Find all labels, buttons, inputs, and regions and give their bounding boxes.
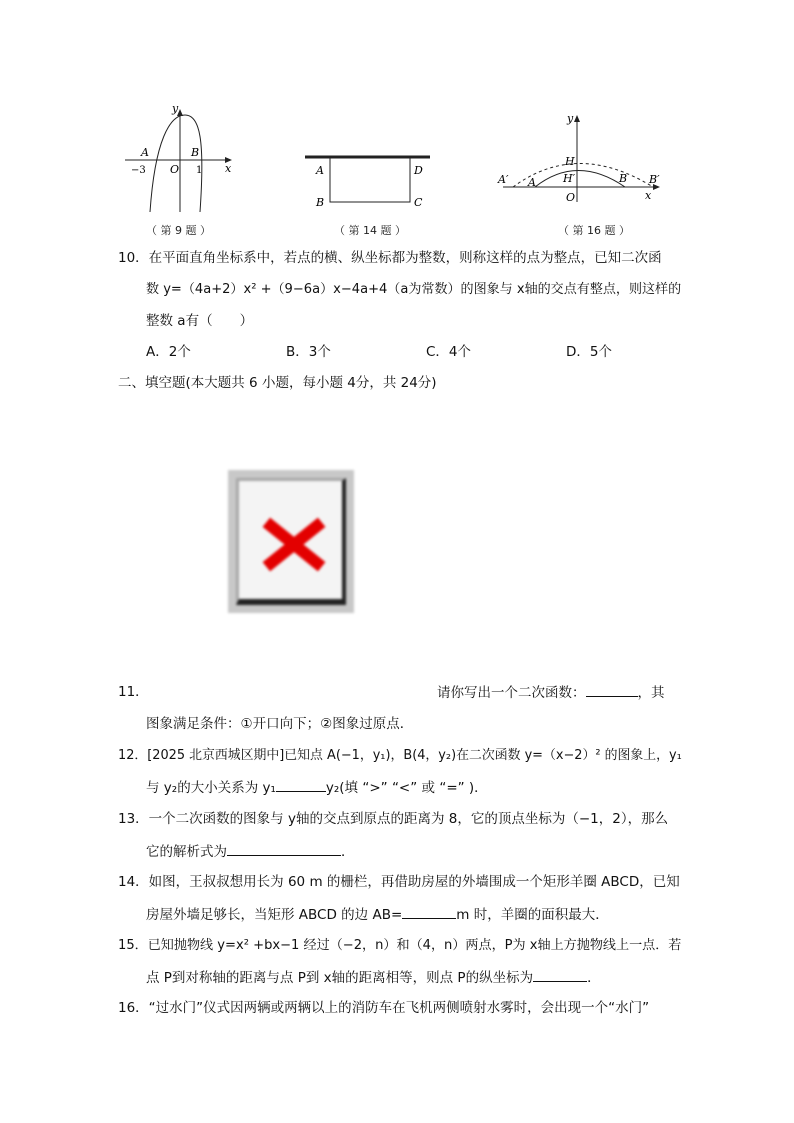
q14-text-a: 房屋外墙足够长，当矩形 ABCD 的边 AB= (146, 907, 403, 923)
fig16-caption: （ 第 16 题 ） (558, 224, 630, 237)
section-2-title: 二、填空题(本大题共 6 小题，每小题 4分，共 24分) (118, 375, 437, 391)
q15-line-2 (146, 967, 601, 988)
broken-image-placeholder (228, 470, 354, 613)
fig9-label-O: O (170, 163, 180, 176)
q13-text-a: 它的解析式为 (146, 844, 227, 860)
fig16-label-x: x (645, 189, 652, 202)
fig16-inner-arc (535, 171, 628, 188)
figure-14 (300, 150, 435, 215)
q14-text-b: m 时，羊圈的面积最大． (456, 907, 609, 923)
q10-line-1: 10．在平面直角坐标系中，若点的横、纵坐标都为整数，则称这样的点为整点，已知二次函 (118, 250, 662, 266)
fig14-label-D: D (414, 164, 423, 177)
q12-text-a: 与 y₂的大小关系为 y₁ (146, 780, 276, 796)
fig9-label-B: B (191, 146, 200, 159)
q15-text-a: 点 P到对称轴的距离与点 P到 x轴的距离相等，则点 P的纵坐标为 (146, 970, 534, 986)
fig16-label-Hp: H′ (563, 172, 576, 185)
q14-answer-blank[interactable] (402, 904, 456, 919)
fig14-caption: （ 第 14 题 ） (334, 224, 406, 237)
fig16-y-arrow (574, 115, 580, 122)
q14-line-1: 14．如图，王叔叔想用长为 60 m 的栅栏，再借助房屋的外墙围成一个矩形羊圈 ABCD，已知 (118, 874, 680, 890)
fig9-label-x: x (225, 162, 232, 175)
q15-answer-blank[interactable] (533, 967, 587, 982)
fig14-label-B: B (316, 196, 325, 209)
q16-line-1: 16．“过水门”仪式因两辆或两辆以上的消防车在飞机两侧喷射水雾时，会出现一个“水门” (118, 1000, 650, 1016)
fig9-label-one: 1 (196, 165, 203, 176)
broken-image-frame (236, 478, 346, 605)
q11-number: 11． (118, 684, 149, 700)
fig14-pen-rectangle (330, 158, 410, 202)
q13-text-b: ． (341, 844, 355, 860)
q13-line-1: 13．一个二次函数的图象与 y轴的交点到原点的距离为 8，它的顶点坐标为（−1，2），那么 (118, 811, 669, 827)
q11-text-b: ，其 (637, 685, 665, 701)
broken-image-x-icon (241, 481, 341, 596)
q11-line-1 (437, 682, 665, 703)
q12-line-2 (146, 777, 488, 798)
fig9-label-minus3: −3 (131, 165, 146, 176)
fig16-label-Ap: A′ (498, 173, 509, 186)
q10-option-c: C．4个 (426, 344, 472, 360)
q10-option-a: A．2个 (146, 344, 191, 360)
q10-line-3: 整数 a有（ ） (146, 313, 254, 329)
fig16-label-y: y (567, 112, 574, 125)
fig9-label-A: A (141, 146, 149, 159)
q12-text-b: y₂(填 “>” “<” 或 “=” )． (325, 780, 488, 796)
q15-line-1: 15．已知抛物线 y=x² +bx−1 经过（−2，n）和（4，n）两点，P为 x轴上方抛物线上一点．若 (118, 938, 682, 953)
fig14-label-A: A (316, 164, 324, 177)
fig16-label-A: A (528, 176, 536, 189)
q13-answer-blank[interactable] (227, 841, 341, 856)
fig16-label-Bp: B′ (649, 173, 660, 186)
fig16-label-O: O (566, 191, 576, 204)
q15-text-b: ． (587, 970, 601, 986)
q13-line-2 (146, 841, 355, 862)
q12-answer-blank[interactable] (276, 777, 326, 792)
fig9-caption: （ 第 9 题 ） (146, 224, 211, 237)
fig9-label-y: y (172, 102, 179, 115)
figure-16 (495, 110, 675, 210)
q12-line-1: 12．[2025 北京西城区期中]已知点 A(−1，y₁)，B(4，y₂)在二次函数 y=（x−2）² 的图象上，y₁ (118, 748, 682, 763)
figure-9 (120, 100, 240, 215)
fig16-label-H: H (565, 155, 575, 168)
q11-line-2: 图象满足条件：①开口向下；②图象过原点． (146, 716, 414, 732)
q14-line-2 (146, 904, 609, 925)
q11-text-a: 请你写出一个二次函数： (437, 685, 586, 701)
q10-option-b: B．3个 (286, 344, 331, 360)
q11-answer-blank[interactable] (586, 682, 638, 697)
q10-line-2: 数 y=（4a+2）x² +（9−6a）x−4a+4（a为常数）的图象与 x轴的交点有整点，则这样的 (146, 282, 682, 297)
q10-option-d: D．5个 (566, 344, 612, 360)
fig14-label-C: C (414, 196, 423, 209)
fig16-label-B: B (619, 172, 628, 185)
